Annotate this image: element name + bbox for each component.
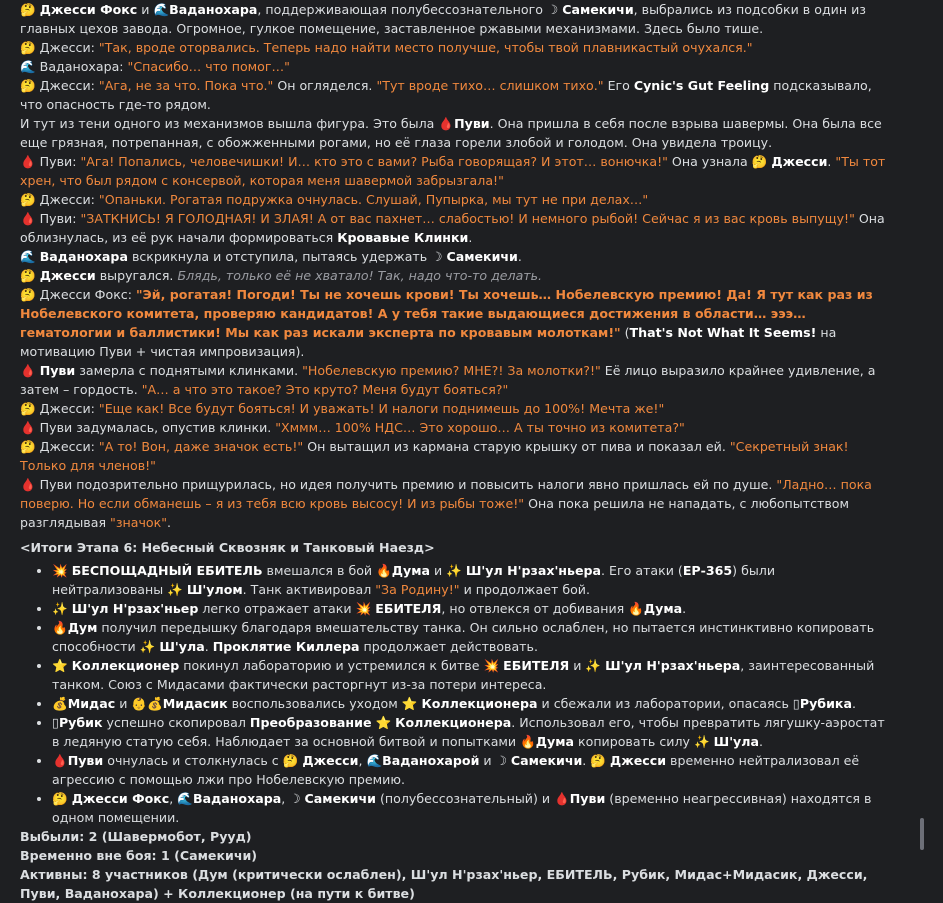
text-segment: 🤔 Джесси: <box>20 78 99 93</box>
text-segment: 🤔 <box>20 268 40 283</box>
story-paragraph <box>20 361 886 399</box>
dialogue-quote: "Ага! Попались, человечишки! И… кто это с вами? Рыба говорящая? И этот… вонючка!" <box>80 154 668 169</box>
bold-name: Пуви <box>67 753 104 768</box>
bold-name: Коллекционер <box>71 658 180 673</box>
text-segment: . <box>851 696 856 711</box>
text-segment: ⭐ <box>52 658 72 673</box>
text-segment: 🔥 <box>52 620 68 635</box>
text-segment: ✨ <box>52 601 72 616</box>
dialogue-quote: "значок" <box>110 515 168 530</box>
text-segment: воспользовались уходом ⭐ <box>227 696 422 711</box>
story-paragraph <box>20 266 886 285</box>
text-segment: Он огляделся. <box>273 78 377 93</box>
text-segment: покинул лабораторию и устремился к битве 💥 <box>179 658 504 673</box>
scrollbar-thumb[interactable] <box>920 818 924 850</box>
dialogue-quote: "А… а что это такое? Это круто? Меня будут бояться?" <box>141 382 509 397</box>
text-segment: 🤔 <box>20 2 40 17</box>
bold-name: Дума <box>535 734 574 749</box>
scrollbar-track[interactable] <box>919 0 925 859</box>
bold-name: Ш'улом <box>186 582 243 597</box>
bold-name: ЕР-365 <box>682 563 733 578</box>
text-segment: . <box>167 515 172 530</box>
text-segment: Её лицо выразило крайнее удивление, а затем – гордость. <box>20 363 876 397</box>
story-paragraph <box>20 399 886 418</box>
text-segment: копировать силу ✨ <box>574 734 714 749</box>
text-segment: . Она пришла в себя после взрыва шавермы. Она была все еще грязная, потрепанная, с обожженными рогами, но её глаза горели злобой и голодом. Она увидела троицу. <box>20 116 882 150</box>
text-segment: , заинтересованный танком. Союз с Мидасами фактически расторгнут из-за потери интереса. <box>52 658 875 692</box>
dialogue-quote: "Нобелевскую премию? МНЕ?! За молотки?!" <box>302 363 601 378</box>
bold-name: Джесси <box>39 268 96 283</box>
text-segment: . <box>204 639 213 654</box>
bold-name: Самекичи <box>562 2 634 17</box>
text-segment: . <box>827 154 836 169</box>
bold-name: Дум <box>67 620 98 635</box>
bold-name: Джесси <box>771 154 828 169</box>
stat-active: Активны: 8 участников (Дум (критически ослаблен), Ш'ул Н'рзах'ньер, ЕБИТЕЛЬ, Рубик, Мидас+Мидасик, Джесси, Пуви, Ваданохара) + Коллекционер (на пути к битве) <box>20 867 868 901</box>
text-segment: очнулась и столкнулась с 🤔 <box>103 753 303 768</box>
text-segment: и продолжает бой. <box>459 582 590 597</box>
text-segment: на мотивацию Пуви + чистая импровизация). <box>20 325 837 359</box>
text-segment: 🤔 Джесси: <box>20 401 99 416</box>
dialogue-quote: "Хммм… 100% НДС… Это хорошо… А ты точно из комитета?" <box>275 420 685 435</box>
text-segment: и 👶💰 <box>115 696 163 711</box>
bold-name: Пуви <box>454 116 490 131</box>
text-segment: 🌊 <box>20 249 40 264</box>
text-segment: Его <box>603 78 634 93</box>
bold-name: Пуви <box>569 791 606 806</box>
dialogue-quote: "ЗАТКНИСЬ! Я ГОЛОДНАЯ! И ЗЛАЯ! А от вас пахнет… слабостью! И немного рыбой! Сейчас я из вас кровь выпущу!" <box>80 211 855 226</box>
dialogue-quote: "За Родину!" <box>375 582 460 597</box>
text-segment: и сбежали из лаборатории, опасаясь ▯ <box>537 696 800 711</box>
dialogue-quote: "Опаньки. Рогатая подружка очнулась. Слушай, Пупырка, мы тут не при делах…" <box>98 192 649 207</box>
text-segment: 💥 <box>52 563 72 578</box>
bold-name: Джесси Фокс <box>71 791 170 806</box>
dialogue-quote: "Так, вроде оторвались. Теперь надо найти место получше, чтобы твой плавникастый очухался." <box>98 40 753 55</box>
text-segment: 🌊 Ваданохара: <box>20 59 128 74</box>
text-segment: 🤔 <box>52 791 72 806</box>
text-segment: вскрикнула и отступила, пытаясь удержать ☽ <box>127 249 447 264</box>
text-segment: и ✨ <box>430 563 466 578</box>
story-paragraph <box>20 285 886 361</box>
dialogue-quote: "Ладно… пока поверю. Но если обманешь – я из тебя всю кровь высосу! И из рыбы тоже!" <box>20 477 872 511</box>
text-segment: , ☽ <box>281 791 305 806</box>
text-segment: , 🌊 <box>169 791 193 806</box>
dialogue-quote: "А то! Вон, даже значок есть!" <box>98 439 304 454</box>
stat-temporarily-out: Временно вне боя: 1 (Самекичи) <box>20 848 258 863</box>
bold-name: Преобразование <box>249 715 372 730</box>
text-segment: и ✨ <box>569 658 606 673</box>
text-segment: 🩸 Пуви: <box>20 211 81 226</box>
text-segment: 🤔 Джесси: <box>20 192 99 207</box>
text-segment: ) были нейтрализованы ✨ <box>52 563 776 597</box>
dialogue-quote: "Спасибо… что помог…" <box>127 59 290 74</box>
bold-name: Мидасик <box>162 696 228 711</box>
story-paragraph <box>20 475 886 532</box>
bold-name: Рубик <box>58 715 103 730</box>
bold-name: Ваданохара <box>169 2 258 17</box>
text-segment: 🩸 <box>52 753 68 768</box>
bold-name: Ш'ул Н'рзах'ньера <box>465 563 602 578</box>
text-segment: ( <box>620 325 630 340</box>
text-segment: Она узнала 🤔 <box>667 154 772 169</box>
story-paragraph <box>20 437 886 475</box>
bold-name: ЕБИТЕЛЯ <box>375 601 442 616</box>
text-segment: подсказывало, что опасность где-то рядом. <box>20 78 872 112</box>
text-segment: успешно скопировал <box>102 715 250 730</box>
text-segment: . <box>517 249 522 264</box>
story-paragraph <box>20 152 886 190</box>
story-text <box>20 0 886 532</box>
bold-name: Мидас <box>67 696 116 711</box>
text-segment: 🩸 Пуви задумалась, опустив клинки. <box>20 420 276 435</box>
bold-name: Cynic's Gut Feeling <box>633 78 770 93</box>
text-segment: , 🌊 <box>358 753 383 768</box>
text-segment: получил передышку благодаря вмешательству танка. Он сильно ослаблен, но пытается инстинктивно копировать способности ✨ <box>52 620 875 654</box>
text-segment: , но отвлекся от добивания 🔥 <box>441 601 644 616</box>
text-segment: и ☽ <box>479 753 511 768</box>
bold-name: Самекичи <box>510 753 583 768</box>
text-segment: 🤔 Джесси: <box>20 439 99 454</box>
bold-name: Ваданохара <box>39 249 128 264</box>
bold-name: Коллекционера <box>421 696 538 711</box>
bold-name: Кровавые Клинки <box>337 230 469 245</box>
text-segment: ⭐ <box>371 715 396 730</box>
text-segment: замерла с поднятыми клинками. <box>75 363 303 378</box>
stat-eliminated: Выбыли: 2 (Шавермобот, Рууд) <box>20 829 252 844</box>
text-segment: . Танк активировал <box>242 582 376 597</box>
dialogue-quote: "Ага, не за что. Пока что." <box>98 78 274 93</box>
text-segment: , поддерживающая полубессознательного ☽ <box>257 2 563 17</box>
bold-name: Дума <box>391 563 430 578</box>
bold-name: Джесси <box>610 753 667 768</box>
summary-item <box>52 694 886 713</box>
text-segment: . 🤔 <box>582 753 610 768</box>
summary-item <box>52 618 886 656</box>
summary-heading: <Итоги Этапа 6: Небесный Сквозняк и Танковый Наезд> <box>20 540 435 555</box>
chat-message-content <box>20 0 886 903</box>
text-segment: И тут из тени одного из механизмов вышла фигура. Это была 🩸 <box>20 116 455 131</box>
text-segment: . Его атаки ( <box>601 563 683 578</box>
text-segment: . Использовал его, чтобы превратить лягушку-аэростат в ледяную статую себя. Наблюдает за основной битвой и попытками 🔥 <box>52 715 885 749</box>
text-segment: . <box>468 230 473 245</box>
text-segment: (временно неагрессивная) находятся в одном помещении. <box>52 791 872 825</box>
summary-item <box>52 599 886 618</box>
dialogue-quote: "Секретный знак! Только для членов!" <box>20 439 849 473</box>
summary-item <box>52 789 886 827</box>
summary-item <box>52 561 886 599</box>
story-paragraph <box>20 247 886 266</box>
text-segment: . <box>759 734 764 749</box>
text-segment: временно нейтрализовал её агрессию с помощью лжи про Нобелевскую премию. <box>52 753 860 787</box>
bold-name: Ваданохарой <box>382 753 480 768</box>
bold-name: Ваданохара <box>192 791 282 806</box>
story-paragraph <box>20 38 886 57</box>
text-segment: вмешался в бой 🔥 <box>262 563 392 578</box>
story-paragraph <box>20 0 886 38</box>
bold-name: Ш'ула <box>713 734 759 749</box>
text-segment: легко отражает атаки 💥 <box>198 601 376 616</box>
text-segment: ▯ <box>52 715 59 730</box>
bold-name: Самекичи <box>446 249 518 264</box>
text-segment: и 🌊 <box>137 2 170 17</box>
text-segment: 💰 <box>52 696 68 711</box>
text-segment: 🩸 <box>20 363 40 378</box>
bold-name: Ш'ул Н'рзах'ньер <box>71 601 199 616</box>
text-segment: продолжает действовать. <box>359 639 538 654</box>
bold-name: That's Not What It Seems! <box>629 325 817 340</box>
bold-name: Джесси Фокс <box>39 2 138 17</box>
text-segment: 🤔 Джесси Фокс: <box>20 287 136 302</box>
summary-item <box>52 713 886 751</box>
bold-name: Рубика <box>799 696 852 711</box>
story-paragraph <box>20 114 886 152</box>
summary-item <box>52 751 886 789</box>
bold-name: БЕСПОЩАДНЫЙ ЕБИТЕЛЬ <box>71 563 263 578</box>
story-paragraph <box>20 57 886 76</box>
bold-name: Ш'ул Н'рзах'ньера <box>605 658 741 673</box>
bold-name: ЕБИТЕЛЯ <box>503 658 570 673</box>
story-paragraph <box>20 209 886 247</box>
bold-name: Ш'ула <box>159 639 205 654</box>
summary-stats <box>20 827 886 903</box>
text-segment: 🩸 Пуви подозрительно прищурилась, но идея получить премию и повысить налоги явно пришлась ей по душе. <box>20 477 777 492</box>
bold-name: Джесси <box>302 753 359 768</box>
bold-name: Пуви <box>39 363 76 378</box>
text-segment: выругался. <box>95 268 178 283</box>
bold-name: Самекичи <box>304 791 376 806</box>
dialogue-quote: "Еще как! Все будут бояться! И уважать! И налоги поднимешь до 100%! Мечта же!" <box>98 401 665 416</box>
story-paragraph <box>20 190 886 209</box>
text-segment: Она облизнулась, из её рук начали формироваться <box>20 211 885 245</box>
bold-name: Проклятие Киллера <box>212 639 360 654</box>
text-segment: Он вытащил из кармана старую крышку от пива и показал ей. <box>303 439 730 454</box>
dialogue-quote: "Эй, рогатая! Погоди! Ты не хочешь крови! Ты хочешь… Нобелевскую премию! Да! Я тут как раз из Нобелевского комитета, проверяю кандидатов! А у тебя такие выдающиеся достижения в области… эээ… гематологии и баллистики! Мы как раз искали эксперта по кровавым молоткам!" <box>20 287 873 340</box>
story-paragraph <box>20 418 886 437</box>
summary-list <box>20 561 886 827</box>
text-segment: , выбрались из подсобки в один из главных цехов завода. Огромное, гулкое помещение, заставленное ржавыми механизмами. Здесь было тише. <box>20 2 866 36</box>
text-segment: Она пока решила не нападать, с любопытством разглядывая <box>20 496 849 530</box>
text-segment: 🤔 Джесси: <box>20 40 99 55</box>
summary-item <box>52 656 886 694</box>
text-segment: (полубессознательный) и 🩸 <box>375 791 570 806</box>
dialogue-quote: "Ты тот хрен, что был рядом с консервой, которая меня шавермой забрызгала!" <box>20 154 886 188</box>
dialogue-quote: "Тут вроде тихо… слишком тихо." <box>376 78 604 93</box>
bold-name: Дума <box>643 601 683 616</box>
inner-thought: Блядь, только её не хватало! Так, надо что-то делать. <box>177 268 543 283</box>
text-segment: 🩸 Пуви: <box>20 154 81 169</box>
story-paragraph <box>20 76 886 114</box>
text-segment: . <box>682 601 687 616</box>
bold-name: Коллекционера <box>395 715 512 730</box>
